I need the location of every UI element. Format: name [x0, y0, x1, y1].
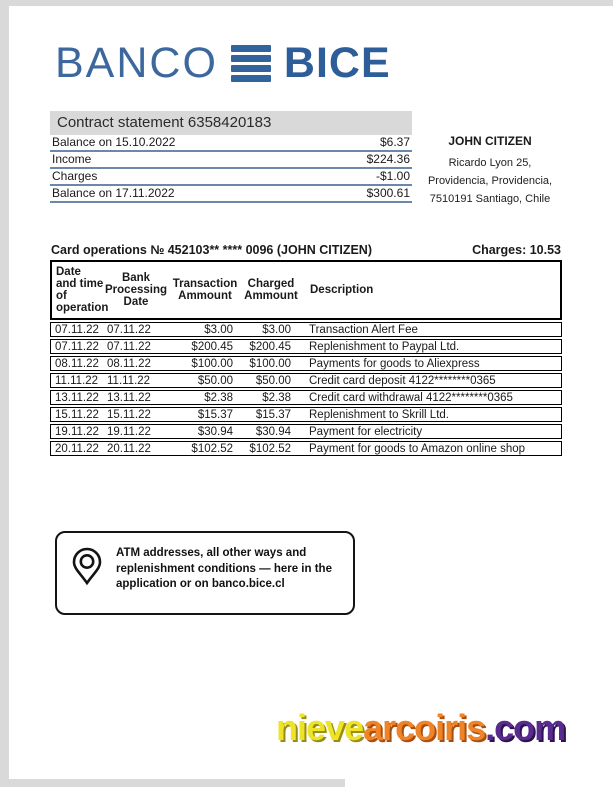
- scan-edge-left: [0, 0, 9, 780]
- balance-value: $224.36: [366, 152, 410, 166]
- balance-value: -$1.00: [375, 169, 410, 183]
- operation-cell: 19.11.22: [55, 425, 99, 438]
- operations-rows: [50, 322, 562, 456]
- operation-cell: 20.11.22: [107, 442, 151, 455]
- logo-word-banco: BANCO: [55, 39, 218, 87]
- scan-edge-bottom: [0, 779, 345, 787]
- watermark: [276, 707, 565, 749]
- location-pin-icon: [70, 546, 104, 613]
- operation-cell: $2.38: [204, 391, 233, 404]
- operation-row: [50, 441, 562, 456]
- recipient-name: JOHN CITIZEN: [448, 134, 532, 148]
- balance-value: $300.61: [366, 186, 410, 200]
- operation-row: [50, 390, 562, 405]
- operation-cell: 20.11.22: [55, 442, 99, 455]
- balance-row: [50, 169, 412, 186]
- recipient-block: [414, 134, 566, 208]
- operation-cell: 07.11.22: [107, 340, 151, 353]
- operation-cell: Replenishment to Skrill Ltd.: [309, 408, 449, 421]
- operation-row: [50, 424, 562, 439]
- operation-cell: $100.00: [191, 357, 233, 370]
- bank-logo: [55, 39, 391, 87]
- operation-cell: $3.00: [262, 323, 291, 336]
- operation-cell: Credit card withdrawal 4122********0365: [309, 391, 513, 404]
- operation-cell: $102.52: [191, 442, 233, 455]
- logo-word-bice: BICE: [283, 39, 391, 87]
- scan-edge-top: [0, 0, 613, 6]
- operation-cell: 08.11.22: [55, 357, 99, 370]
- operation-cell: Payments for goods to Aliexpress: [309, 357, 480, 370]
- balance-row: [50, 135, 412, 152]
- operation-cell: 07.11.22: [55, 340, 99, 353]
- operation-cell: Payment for electricity: [309, 425, 423, 438]
- operation-cell: $15.37: [255, 408, 291, 421]
- watermark-segment: nieve: [276, 707, 364, 748]
- operation-row: [50, 322, 562, 337]
- operations-header-row: [50, 260, 562, 320]
- atm-note-text: ATM addresses, all other ways and replenishment conditions — here in the application or on banco.bice.cl: [116, 547, 332, 590]
- operation-cell: $3.00: [204, 323, 233, 336]
- operation-cell: 13.11.22: [107, 391, 151, 404]
- operation-cell: 11.11.22: [55, 374, 99, 387]
- operation-cell: $30.94: [255, 425, 291, 438]
- balance-label: Balance on 15.10.2022: [52, 135, 176, 149]
- balance-row: [50, 152, 412, 169]
- watermark-segment: .com: [485, 707, 566, 748]
- operation-cell: $30.94: [197, 425, 233, 438]
- card-operations-section: [50, 243, 562, 456]
- recipient-address-line: Ricardo Lyon 25,: [448, 157, 532, 169]
- operation-row: [50, 339, 562, 354]
- balance-row: [50, 186, 412, 203]
- operation-cell: Payment for goods to Amazon online shop: [309, 442, 526, 455]
- balance-value: $6.37: [379, 135, 410, 149]
- operation-cell: $50.00: [197, 374, 233, 387]
- column-header-transaction-amount: Transaction Ammount: [172, 278, 238, 302]
- operation-cell: $2.38: [262, 391, 291, 404]
- balance-table: [50, 135, 412, 203]
- operation-cell: 07.11.22: [55, 323, 99, 336]
- menu-bars-icon: [231, 44, 271, 84]
- operation-cell: Replenishment to Paypal Ltd.: [309, 340, 460, 353]
- operation-row: [50, 407, 562, 422]
- operation-cell: $15.37: [197, 408, 233, 421]
- operation-row: [50, 373, 562, 388]
- column-header-date-operation: Date and time of operation: [56, 266, 109, 314]
- balance-label: Balance on 17.11.2022: [52, 186, 175, 200]
- operation-cell: 15.11.22: [55, 408, 99, 421]
- operation-cell: 19.11.22: [107, 425, 151, 438]
- card-operations-charges: Charges: 10.53: [472, 243, 561, 257]
- operation-cell: Transaction Alert Fee: [309, 323, 418, 336]
- operation-cell: 07.11.22: [107, 323, 151, 336]
- balance-label: Charges: [52, 169, 98, 183]
- operation-cell: 13.11.22: [55, 391, 99, 404]
- operation-cell: $50.00: [255, 374, 291, 387]
- card-operations-title: Card operations № 452103** **** 0096 (JOHN CITIZEN): [51, 243, 372, 257]
- operation-cell: $200.45: [191, 340, 233, 353]
- atm-note-box: [55, 531, 355, 615]
- recipient-address: [414, 154, 566, 208]
- recipient-address-line: 7510191 Santiago, Chile: [429, 193, 551, 205]
- column-header-charged-amount: Charged Ammount: [244, 278, 298, 302]
- balance-label: Income: [52, 152, 92, 166]
- recipient-address-line: Providencia, Providencia,: [427, 175, 553, 187]
- operation-cell: $100.00: [249, 357, 291, 370]
- contract-statement-title: Contract statement 6358420183: [50, 111, 412, 135]
- watermark-segment: arcoiris: [363, 707, 486, 748]
- operation-cell: $102.52: [249, 442, 291, 455]
- operation-cell: $200.45: [249, 340, 291, 353]
- operation-row: [50, 356, 562, 371]
- contract-statement-section: [50, 111, 412, 203]
- operation-cell: Credit card deposit 4122********0365: [309, 374, 496, 387]
- operation-cell: 11.11.22: [107, 374, 151, 387]
- column-header-processing-date: Bank Processing Date: [105, 272, 167, 308]
- operation-cell: 15.11.22: [107, 408, 151, 421]
- column-header-description: Description: [310, 284, 374, 296]
- card-operations-titlebar: [50, 243, 562, 257]
- operation-cell: 08.11.22: [107, 357, 151, 370]
